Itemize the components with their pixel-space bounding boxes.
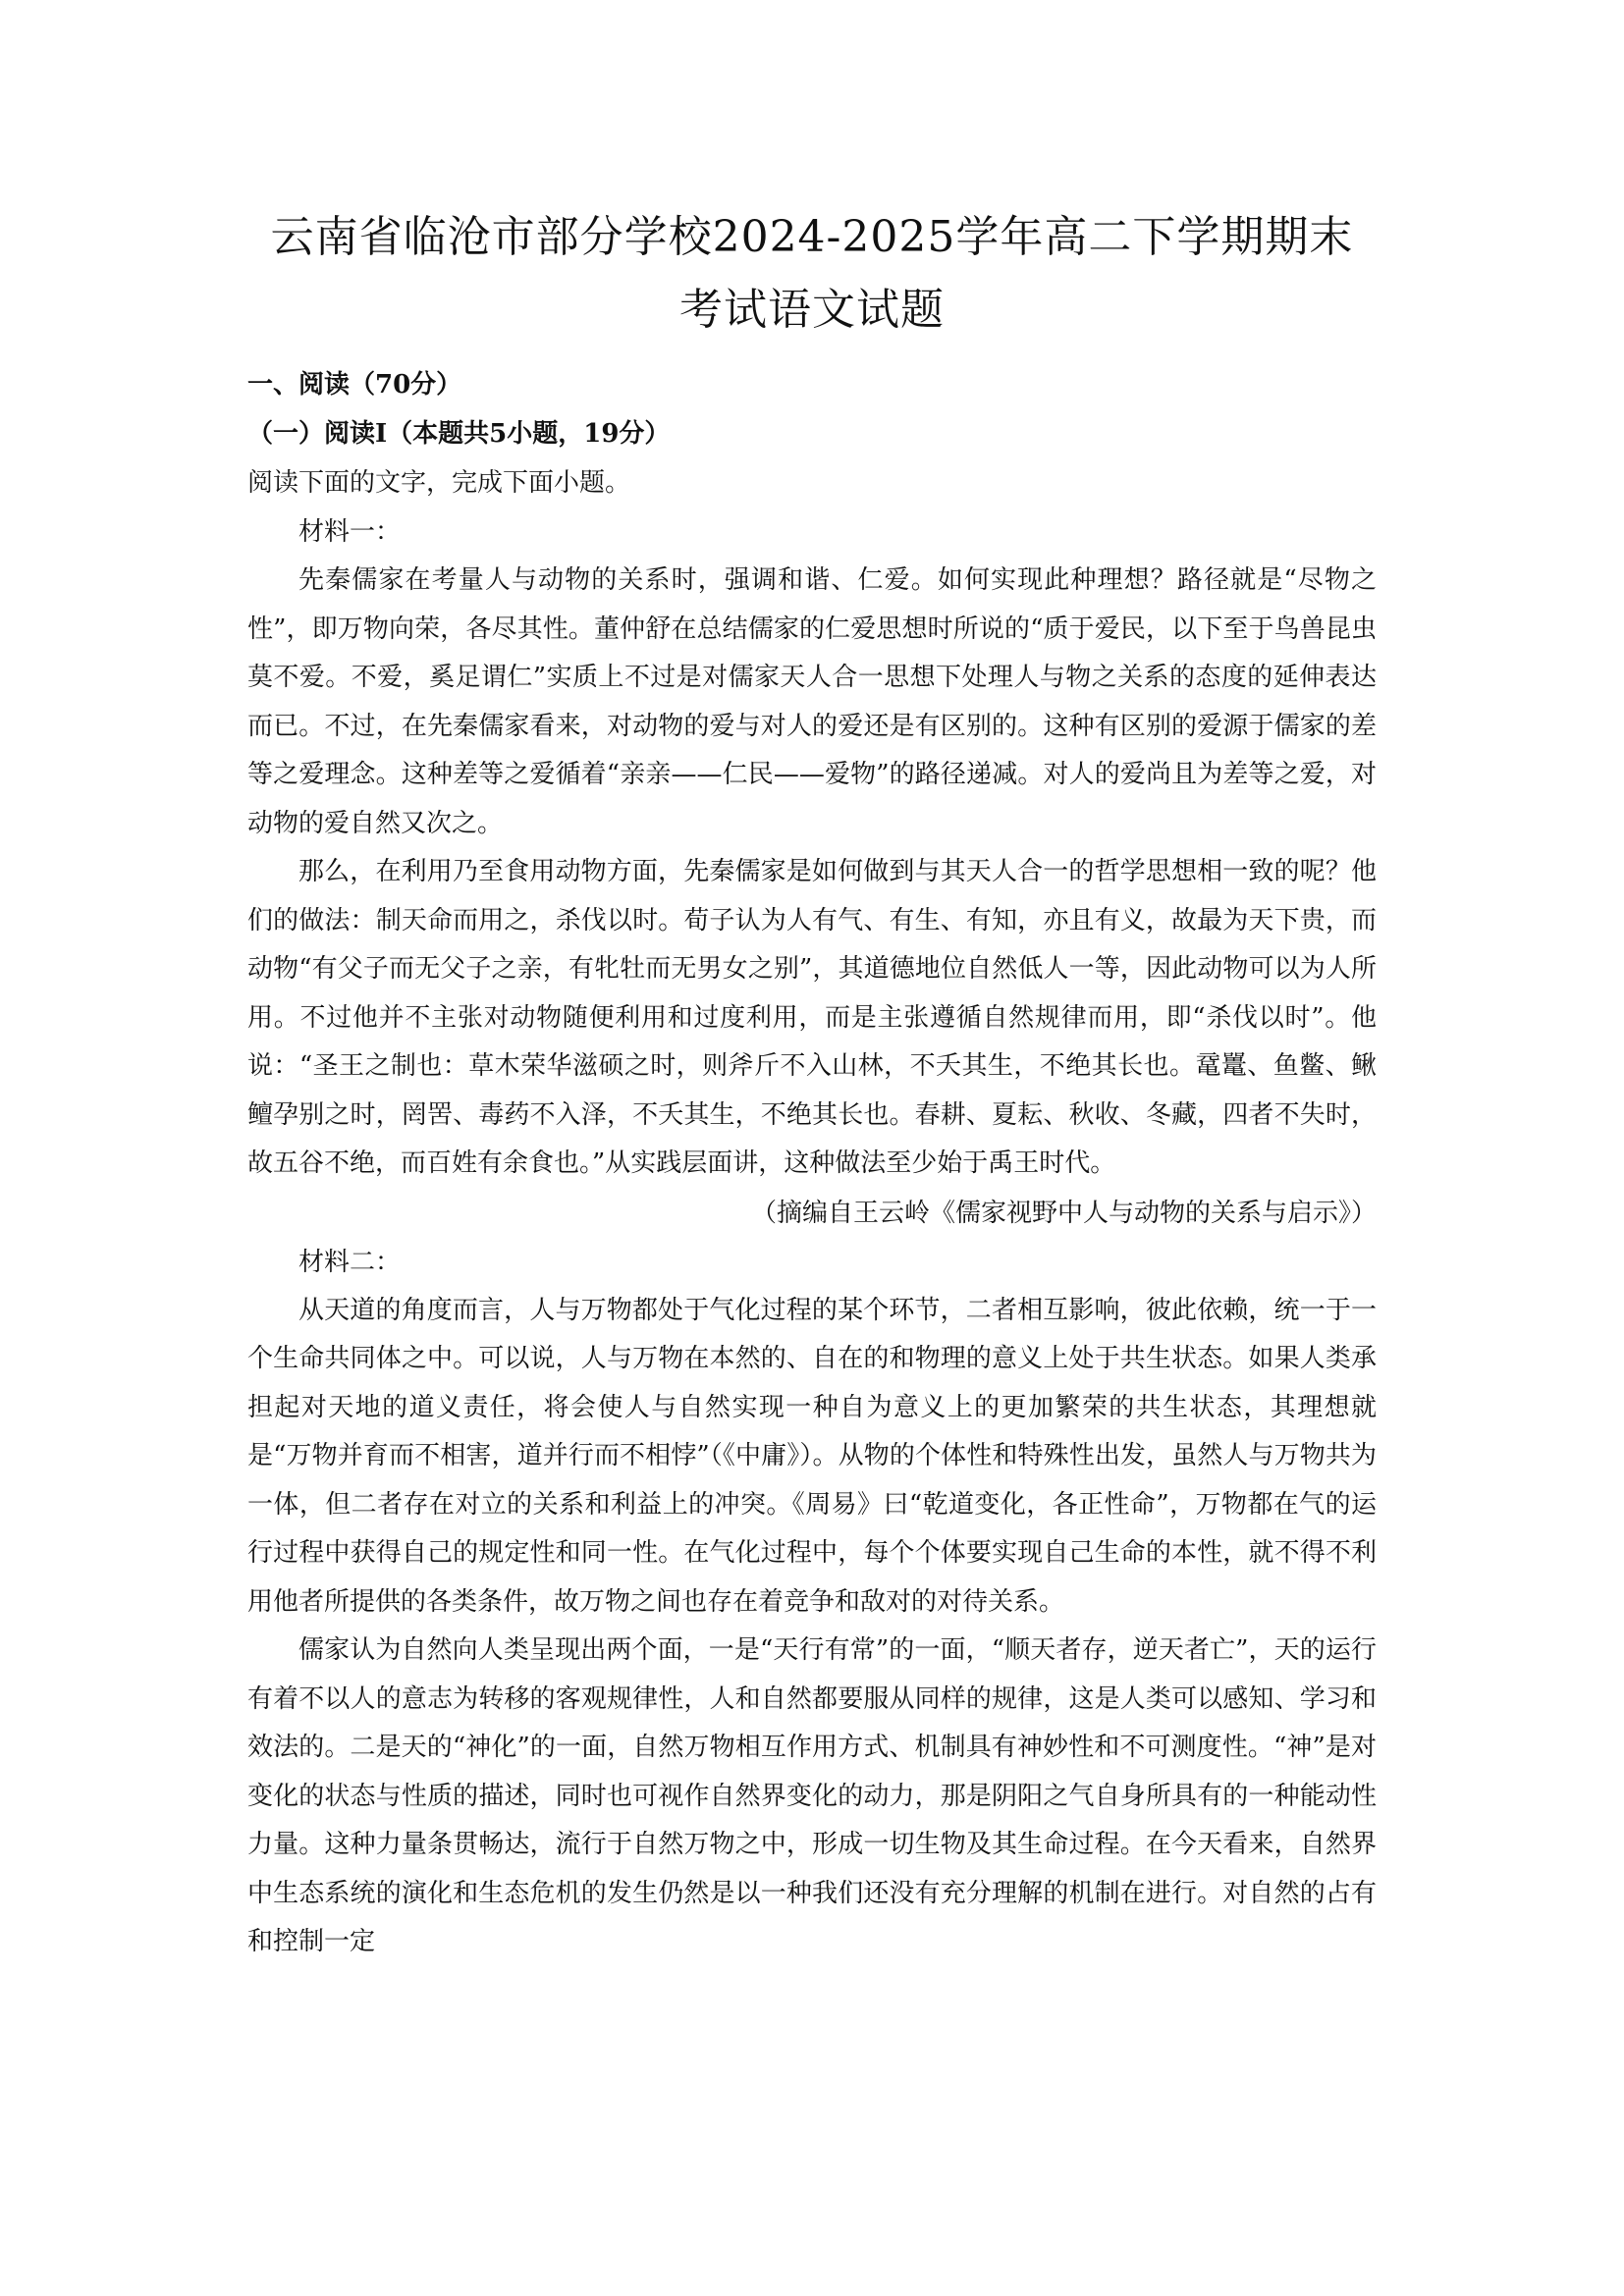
material-2-paragraph: 儒家认为自然向人类呈现出两个面，一是“天行有常”的一面，“顺天者存，逆天者亡”，天的运行有着不以人的意志为转移的客观规律性，人和自然都要服从同样的规律，这是人类可以感知、学习和效法的。二是天的“神化”的一面，自然万物相互作用方式、机制具有神妙性和不可测度性。“神”是对变化的状态与性质的描述，同时也可视作自然界变化的动力，那是阴阳之气自身所具有的一种能动性力量。这种力量条贯畅达，流行于自然万物之中，形成一切生物及其生命过程。在今天看来，自然界中生态系统的演化和生态危机的发生仍然是以一种我们还没有充分理解的机制在进行。对自然的占有和控制一定 <box>247 1635 1377 1956</box>
instruction-text: 阅读下面的文字，完成下面小题。 <box>247 468 631 498</box>
page-title <box>247 201 1377 347</box>
material-1-source: （摘编自王云岭《儒家视野中人与动物的关系与启示》） <box>750 1198 1377 1228</box>
material-1-label: 材料一： <box>298 517 402 547</box>
section-heading-reading: 一、阅读（70分） <box>247 370 462 400</box>
material-2-label: 材料二： <box>298 1247 402 1277</box>
subsection-heading-reading-1: （一）阅读Ⅰ（本题共5小题，19分） <box>247 419 671 449</box>
material-2-paragraph: 从天道的角度而言，人与万物都处于气化过程的某个环节，二者相互影响，彼此依赖，统一于一个生命共同体之中。可以说，人与万物在本然的、自在的和物理的意义上处于共生状态。如果人类承担起对天地的道义责任，将会使人与自然实现一种自为意义上的更加繁荣的共生状态，其理想就是“万物并育而不相害，道并行而不相悖”（《中庸》）。从物的个体性和特殊性出发，虽然人与万物共为一体，但二者存在对立的关系和利益上的冲突。《周易》曰“乾道变化，各正性命”，万物都在气的运行过程中获得自己的规定性和同一性。在气化过程中，每个个体要实现自己生命的本性，就不得不利用他者所提供的各类条件，故万物之间也存在着竞争和敌对的对待关系。 <box>247 1295 1377 1617</box>
material-1-paragraph: 那么，在利用乃至食用动物方面，先秦儒家是如何做到与其天人合一的哲学思想相一致的呢？他们的做法：制天命而用之，杀伐以时。荀子认为人有气、有生、有知，亦且有义，故最为天下贵，而动物“有父子而无父子之亲，有牝牡而无男女之别”，其道德地位自然低人一等，因此动物可以为人所用。不过他并不主张对动物随便利用和过度利用，而是主张遵循自然规律而用，即“杀伐以时”。他说：“圣王之制也：草木荣华滋硕之时，则斧斤不入山林，不夭其生，不绝其长也。鼋鼍、鱼鳖、鳅鳣孕别之时，罔罟、毒药不入泽，不夭其生，不绝其长也。春耕、夏耘、秋收、冬藏，四者不失时，故五谷不绝，而百姓有余食也。”从实践层面讲，这种做法至少始于禹王时代。 <box>247 857 1377 1178</box>
title-line-2: 考试语文试题 <box>679 285 945 335</box>
material-1-paragraph: 先秦儒家在考量人与动物的关系时，强调和谐、仁爱。如何实现此种理想？路径就是“尽物之性”，即万物向荣，各尽其性。董仲舒在总结儒家的仁爱思想时所说的“质于爱民，以下至于鸟兽昆虫莫不爱。不爱，奚足谓仁”实质上不过是对儒家天人合一思想下处理人与物之关系的态度的延伸表达而已。不过，在先秦儒家看来，对动物的爱与对人的爱还是有区别的。这种有区别的爱源于儒家的差等之爱理念。这种差等之爱循着“亲亲——仁民——爱物”的路径递减。对人的爱尚且为差等之爱，对动物的爱自然又次之。 <box>247 565 1377 838</box>
document-content <box>247 201 1377 1967</box>
title-line-1: 云南省临沧市部分学校2024-2025学年高二下学期期末 <box>270 212 1354 262</box>
